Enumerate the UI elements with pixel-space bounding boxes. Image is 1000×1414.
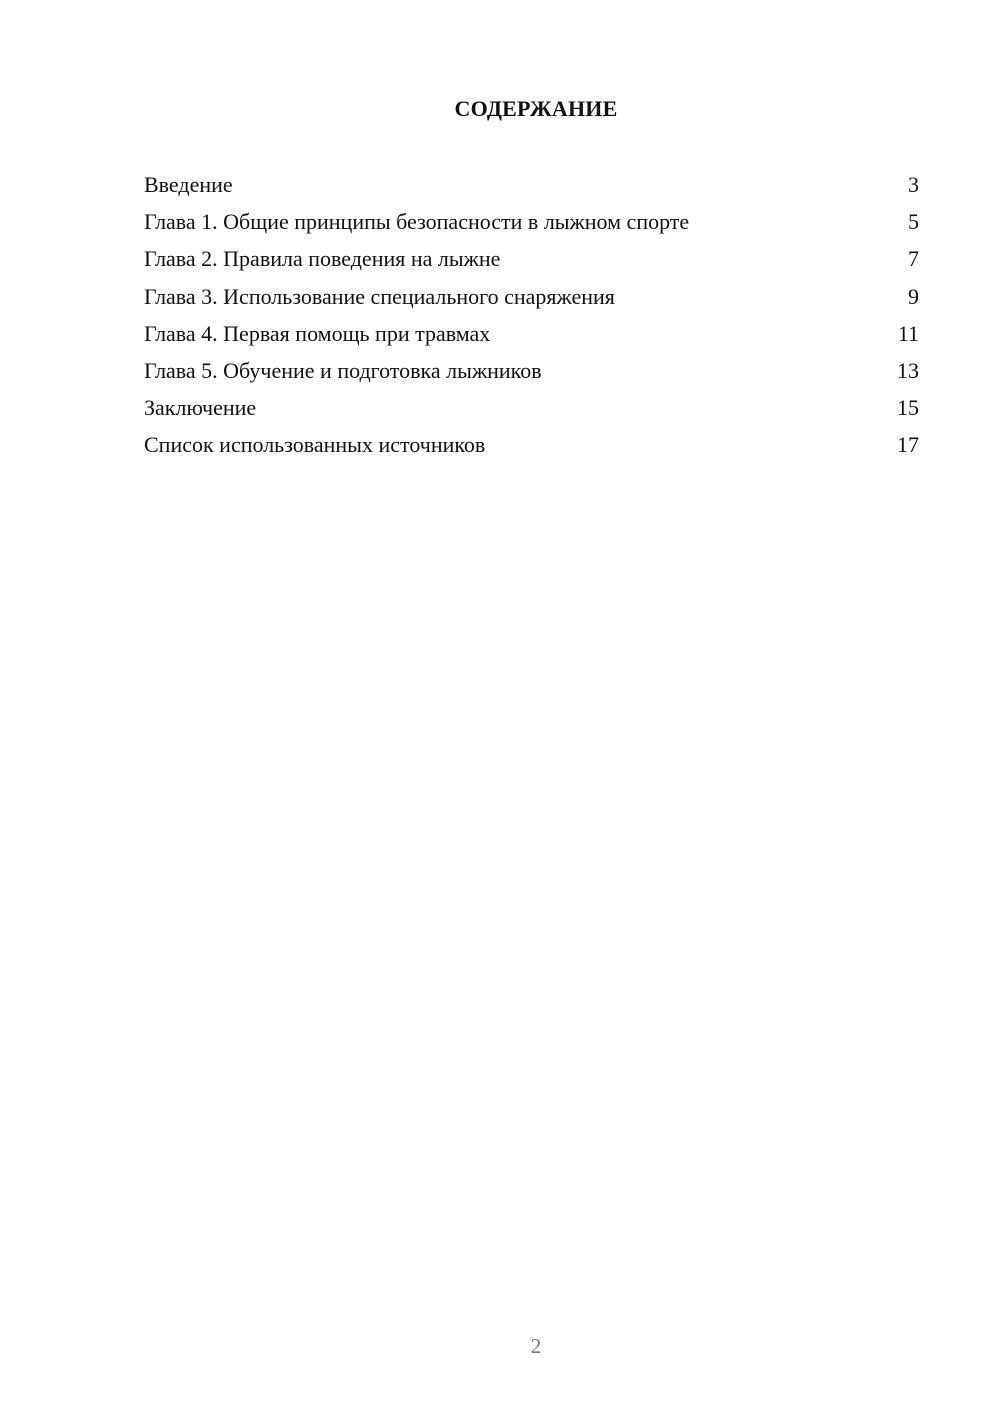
toc-item-label: Глава 3. Использование специального снаряжения <box>144 283 615 309</box>
toc-item <box>144 394 919 431</box>
toc-title: СОДЕРЖАНИЕ <box>454 96 618 121</box>
toc-item <box>144 208 919 245</box>
toc-item-page: 3 <box>908 172 919 197</box>
toc-item-page: 15 <box>897 395 919 421</box>
toc-item-page: 7 <box>908 246 919 272</box>
toc-item-label: Список использованных источников <box>144 432 486 458</box>
toc-item-page: 11 <box>897 320 919 346</box>
toc-item-label: Глава 4. Первая помощь при травмах <box>144 320 491 346</box>
toc-item-page: 9 <box>908 283 919 309</box>
toc-item-label: Глава 5. Обучение и подготовка лыжников <box>144 357 542 383</box>
toc-item-label: Заключение <box>144 395 257 421</box>
toc-item-page: 13 <box>897 357 919 383</box>
toc-item-label: Введение <box>144 172 233 197</box>
toc-item <box>144 357 919 394</box>
toc-item-page: 17 <box>897 432 919 458</box>
toc-item <box>144 245 919 282</box>
toc-item <box>144 431 919 468</box>
toc-item <box>144 283 919 320</box>
toc-item <box>144 320 919 357</box>
toc-item <box>144 171 919 208</box>
toc-item-label: Глава 1. Общие принципы безопасности в лыжном спорте <box>144 209 690 235</box>
toc-item-page: 5 <box>908 209 919 235</box>
toc-item-label: Глава 2. Правила поведения на лыжне <box>144 246 501 272</box>
toc-list <box>144 171 919 469</box>
page-number: 2 <box>530 1334 542 1358</box>
